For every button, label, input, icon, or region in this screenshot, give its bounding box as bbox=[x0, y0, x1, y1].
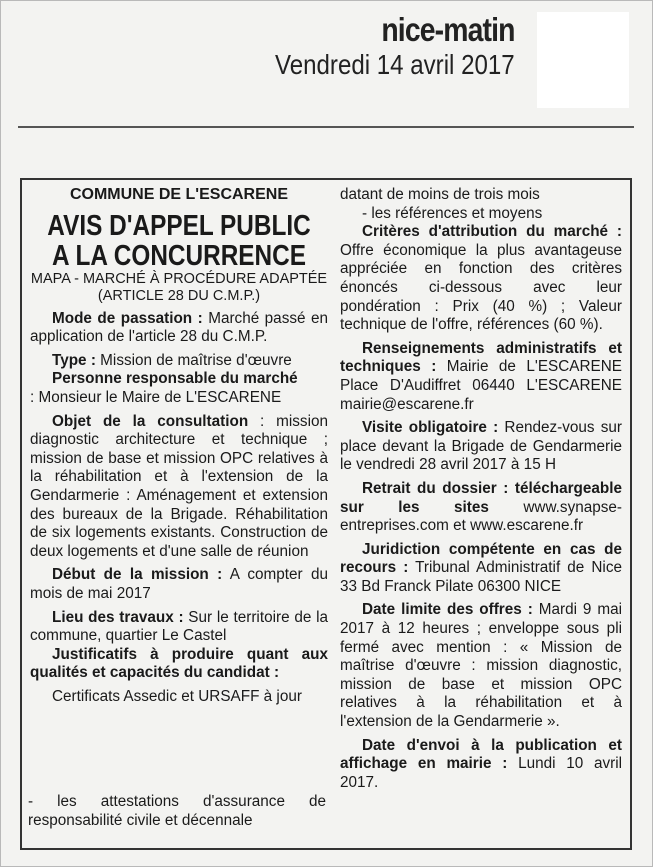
notice-left-column bbox=[30, 180, 328, 706]
commune-heading: COMMUNE DE L'ESCARENE bbox=[69, 186, 289, 203]
type-section bbox=[30, 352, 328, 371]
retrait-text: www.synapse-entreprises.com et www.escarene.fr bbox=[340, 498, 623, 535]
justif-label: Justificatifs à produire quant aux qualités et capacités du candidat : bbox=[30, 645, 328, 682]
personne-text: : Monsieur le Maire de L'ESCARENE bbox=[30, 388, 282, 406]
retrait-section bbox=[340, 480, 622, 536]
debut-text: A compter du mois de mai 2017 bbox=[30, 566, 329, 602]
notice-title-line2: A LA CONCURRENCE bbox=[52, 239, 306, 272]
renseign-section bbox=[340, 340, 622, 414]
header-rule bbox=[18, 126, 634, 128]
lieu-text: Sur le territoire de la commune, quartier Le Castel bbox=[30, 608, 328, 645]
date-limite-label: Date limite des offres : bbox=[362, 601, 533, 619]
renseign-label: Renseignements administratifs et techniques : bbox=[340, 339, 622, 376]
lieu-section bbox=[30, 609, 328, 646]
objet-label: Objet de la consultation bbox=[52, 412, 249, 430]
justif-item-1: Certificats Assedic et URSAFF à jour bbox=[52, 687, 302, 705]
type-text: Mission de maîtrise d'œuvre bbox=[95, 351, 292, 369]
criteres-label: Critères d'attribution du marché : bbox=[362, 223, 622, 241]
renseign-text: Mairie de L'ESCARENE Place D'Audiffret 06440 L'ESCARENE mairie@escarene.fr bbox=[340, 358, 623, 413]
envoi-section bbox=[340, 737, 622, 793]
mode-passation bbox=[30, 310, 328, 347]
personne-label: Personne responsable du marché bbox=[52, 370, 298, 388]
visite-section bbox=[340, 419, 622, 475]
envoi-label: Date d'envoi à la publication et affichage en mairie : bbox=[340, 736, 622, 773]
visite-text: Rendez-vous sur place devant la Brigade de Gendarmerie le vendredi 28 avril 2017 à 15 H bbox=[340, 419, 622, 474]
mode-text: Marché passé en application de l'article 28 du C.M.P. bbox=[30, 309, 328, 346]
retrait-label: Retrait du dossier : téléchargeable sur les sites bbox=[340, 479, 622, 516]
notice-subtitle-line2: (ARTICLE 28 DU C.M.P.) bbox=[97, 287, 261, 304]
visite-label: Visite obligatoire : bbox=[362, 419, 499, 437]
date-limite-text: Mardi 9 mai 2017 à 12 heures ; enveloppe sous pli fermé avec mention : « Mission de maîtrise d'œuvre : mission diagnostic, mission de base et mission OPC relatives à la réhabilitation et à l'extension de la Gendarmerie ». bbox=[340, 601, 623, 731]
objet-text: : mission diagnostic architecture et technique ; mission de base et mission OPC relatives à la réhabilitation et à l'extension de la Gendarmerie : Aménagement et extension des bureaux de la Brigade. Réhabilitation de six logements existants. Construction de deux logements et d'une salle de réunion bbox=[30, 412, 328, 560]
notice-subtitle-line1: MAPA - MARCHÉ À PROCÉDURE ADAPTÉE bbox=[30, 270, 328, 287]
debut-label: Début de la mission : bbox=[52, 566, 223, 584]
justif-item-2-text: - les attestations d'assurance de responsabilité civile et décennale bbox=[28, 793, 326, 829]
juridiction-section bbox=[340, 541, 622, 597]
newspaper-name: nice-matin bbox=[381, 11, 515, 48]
debut-section bbox=[30, 566, 328, 603]
justif-item-2-part1 bbox=[28, 793, 326, 830]
personne-section bbox=[30, 370, 328, 407]
notice-right-flow bbox=[340, 186, 622, 792]
publication-date: Vendredi 14 avril 2017 bbox=[275, 49, 515, 80]
juridiction-text: Tribunal Administratif de Nice 33 Bd Franck Pilate 06300 NICE bbox=[340, 559, 622, 595]
criteres-section bbox=[340, 223, 622, 335]
masthead bbox=[236, 10, 515, 80]
justif-item-3: - les références et moyens bbox=[362, 204, 543, 222]
type-label: Type : bbox=[52, 351, 96, 369]
lieu-label: Lieu des travaux : bbox=[52, 608, 184, 626]
criteres-text: Offre économique la plus avantageuse appréciée en fonction des critères énoncés ci-dessous avec leur pondération : Prix (40 %) ; Valeur technique de l'offre, références (60 %). bbox=[340, 241, 622, 334]
objet-section bbox=[30, 413, 328, 562]
blank-stamp-area bbox=[537, 12, 629, 108]
juridiction-label: Juridiction compétente en cas de recours : bbox=[340, 540, 622, 577]
envoi-text: Lundi 10 avril 2017. bbox=[340, 755, 622, 791]
notice-title-line1: AVIS D'APPEL PUBLIC bbox=[47, 209, 311, 242]
date-limite-section bbox=[340, 601, 622, 731]
mode-label: Mode de passation : bbox=[52, 309, 203, 327]
justif-item-2-continued: datant de moins de trois mois bbox=[340, 186, 540, 203]
